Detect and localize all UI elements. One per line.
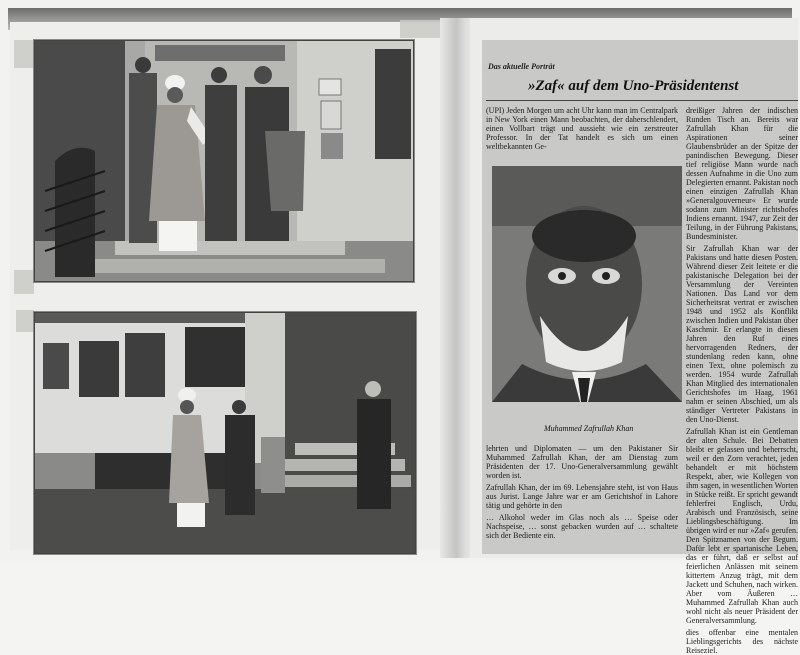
article-paragraph: Zafrullah Khan, der im 69. Lebensjahre steht, ist von Haus aus Jurist. Lange Jahre war er am Gerichtshof in Lahore tätig und gehörte in den: [486, 483, 678, 510]
newspaper-clipping: [482, 40, 798, 655]
article-paragraph: dreißiger Jahren der indischen Runden Tisch an. Bereits war Zafrullah Khan für die Aspirationen seiner Glaubensbrüder an der Spitze der panindischen Bewegung. Dieser tief religiöse Mann wurde nach dessen Aufnahme in die Uno zum Delegierten ernannt. Pakistan noch einen einzigen Zafrullah Khan »Generalgouverneur« Er wurde sodann zum Minister richtshofes Indiens ernannt. 1947, zur Zeit der Teilung, in der Führung Pakistans, Bundesminister.: [686, 106, 798, 241]
photo-group-outside-house: [34, 312, 416, 554]
clipping-headline: »Zaf« auf dem Uno-Präsidentenst: [528, 78, 739, 94]
article-column-right: [686, 106, 798, 655]
article-paragraph: … Alkohol weder im Glas noch als … Speise oder Nachspeise, … sonst gebacken wurden auf … schaltete sich der Bediente ein.: [486, 513, 678, 540]
article-paragraph: dies offenbar eine mentalen Lieblingsgerichts des nächste Reiseziel.: [686, 628, 798, 655]
portrait-caption: Muhammed Zafrullah Khan: [544, 424, 634, 433]
tape-mark: [16, 310, 34, 332]
article-column-left-top: [486, 106, 678, 168]
tape-mark: [400, 20, 440, 38]
headline-rule: [486, 100, 798, 101]
tape-mark: [14, 270, 34, 294]
clipping-kicker: Das aktuelle Porträt: [488, 62, 555, 71]
portrait-photo: [492, 166, 682, 402]
photo-group-on-steps: [34, 40, 414, 282]
article-paragraph: (UPI) Jeden Morgen um acht Uhr kann man im Centralpark in New York einen Mann beobachten, der daherschlendert, einen Vollbart trägt und aussieht wie ein zerstreuter Professor. In der Tat handelt es sich um einen weltbekannten Ge-: [486, 106, 678, 151]
article-paragraph: Sir Zafrullah Khan war der Pakistans und hatte diesen Posten. Während dieser Zeit leitete er die pakistanische Delegation bei der Versammlung der Vereinten Nationen. Das Land vor dem Sicherheitsrat vertrat er zwischen 1948 und 1952 als Konflikt zwischen Indien und Pakistan über Kaschmir. Er erlangte in diesen Jahren den Ruf eines hervorragenden Redners, der stundenlang reden kann, ohne einen Text, ohne polemisch zu werden. 1954 wurde Zafrullah Khan Mitglied des internationalen Gerichtshofes im Haag, 1961 nahm er seinen Abschied, um als ständiger Vertreter Pakistans in den Uno-Dienst.: [686, 244, 798, 424]
tape-mark: [14, 40, 34, 68]
article-paragraph: lehrten und Diplomaten — um den Pakistaner Sir Muhammed Zafrullah Khan, der am Dienstag zum Präsidenten der 17. Uno-Generalversammlung gewählt worden ist.: [486, 444, 678, 480]
article-paragraph: Zafrullah Khan ist ein Gentleman der alten Schule. Bei Debatten bleibt er gelassen und beherrscht, weil er den Zorn verachtet, jeden behandelt er mit höchstem Respekt, aber, wie Kollegen von ihm sagen, in wesentlichen Worten in Stücke reißt. Er spricht gewandt fehlerfrei Englisch, Urdu, Arabisch und Französisch, seine Lieblingsbeschäftigung. Im übrigen wird er nur »Zaf« gerufen. Den Spitznamen von der Begum. Dafür lebt er spartanische Leben, das er führt, daß er selbst auf feierlichen Anlässen mit seinem kittertem Anzug trägt, mit dem Jackett und Schuhen, nach wirken. Aber vom Äußeren … Muhammed Zafrullah Khan auch wohl nicht als neuer Präsident der Generalversammlung.: [686, 427, 798, 625]
article-column-left-bottom: [486, 444, 678, 552]
